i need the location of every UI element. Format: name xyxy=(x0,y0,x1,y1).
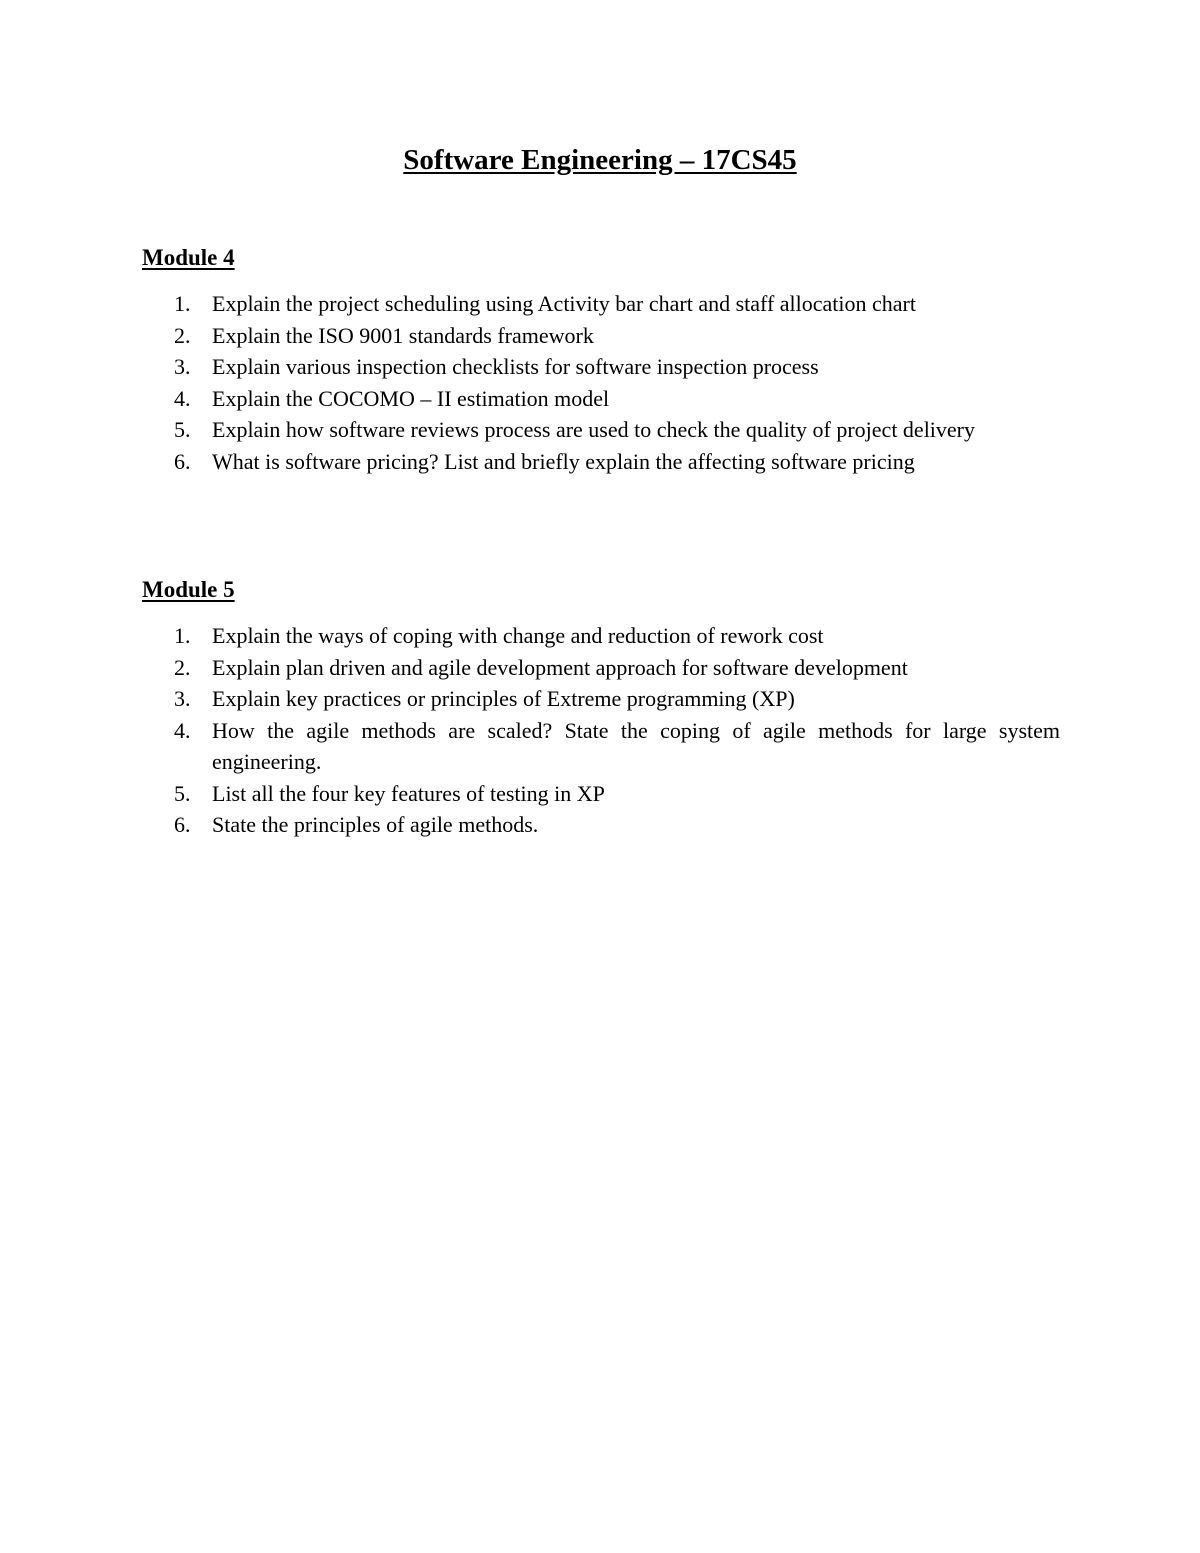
question-number: 4. xyxy=(174,717,191,743)
question-number: 1. xyxy=(174,291,191,316)
question-text: How the agile methods are scaled? State the coping of agile methods for large system engineering. xyxy=(212,717,1060,774)
question-item xyxy=(142,620,1060,652)
question-item xyxy=(142,652,1060,684)
question-number: 1. xyxy=(174,623,191,648)
module-5-heading: Module 5 xyxy=(142,577,235,602)
question-number: 2. xyxy=(174,654,191,680)
question-text: Explain the COCOMO – II estimation model xyxy=(212,385,610,411)
question-item xyxy=(142,414,1060,446)
question-text: Explain how software reviews process are used to check the quality of project delivery xyxy=(212,417,976,442)
module-5-section xyxy=(142,573,1060,841)
question-number: 5. xyxy=(174,780,191,806)
question-number: 4. xyxy=(174,385,191,411)
question-item xyxy=(142,383,1060,415)
module-4-question-list xyxy=(142,288,1060,477)
question-text: Explain the ways of coping with change and reduction of rework cost xyxy=(212,623,824,648)
question-item xyxy=(142,715,1060,778)
module-5-question-list xyxy=(142,620,1060,841)
module-4-heading: Module 4 xyxy=(142,245,235,270)
question-text: Explain the ISO 9001 standards framework xyxy=(212,322,594,348)
document-title: Software Engineering – 17CS45 xyxy=(403,144,797,176)
question-item xyxy=(142,446,1060,478)
question-item xyxy=(142,809,1060,841)
question-text: List all the four key features of testing in XP xyxy=(212,780,605,806)
question-text: What is software pricing? List and briefly explain the affecting software pricing xyxy=(212,448,915,474)
question-text: Explain various inspection checklists for software inspection process xyxy=(212,354,819,379)
question-item xyxy=(142,351,1060,383)
question-item xyxy=(142,683,1060,715)
question-item xyxy=(142,320,1060,352)
question-number: 2. xyxy=(174,322,191,348)
question-item xyxy=(142,778,1060,810)
question-text: Explain key practices or principles of Extreme programming (XP) xyxy=(212,686,795,711)
question-number: 5. xyxy=(174,417,191,442)
question-number: 6. xyxy=(174,448,191,474)
question-text: Explain the project scheduling using Activity bar chart and staff allocation chart xyxy=(212,291,916,316)
question-number: 6. xyxy=(174,812,191,837)
question-number: 3. xyxy=(174,686,191,711)
question-text: State the principles of agile methods. xyxy=(212,812,539,837)
question-number: 3. xyxy=(174,354,191,379)
question-text: Explain plan driven and agile development approach for software development xyxy=(212,654,908,680)
module-4-section xyxy=(142,241,1060,477)
question-item xyxy=(142,288,1060,320)
